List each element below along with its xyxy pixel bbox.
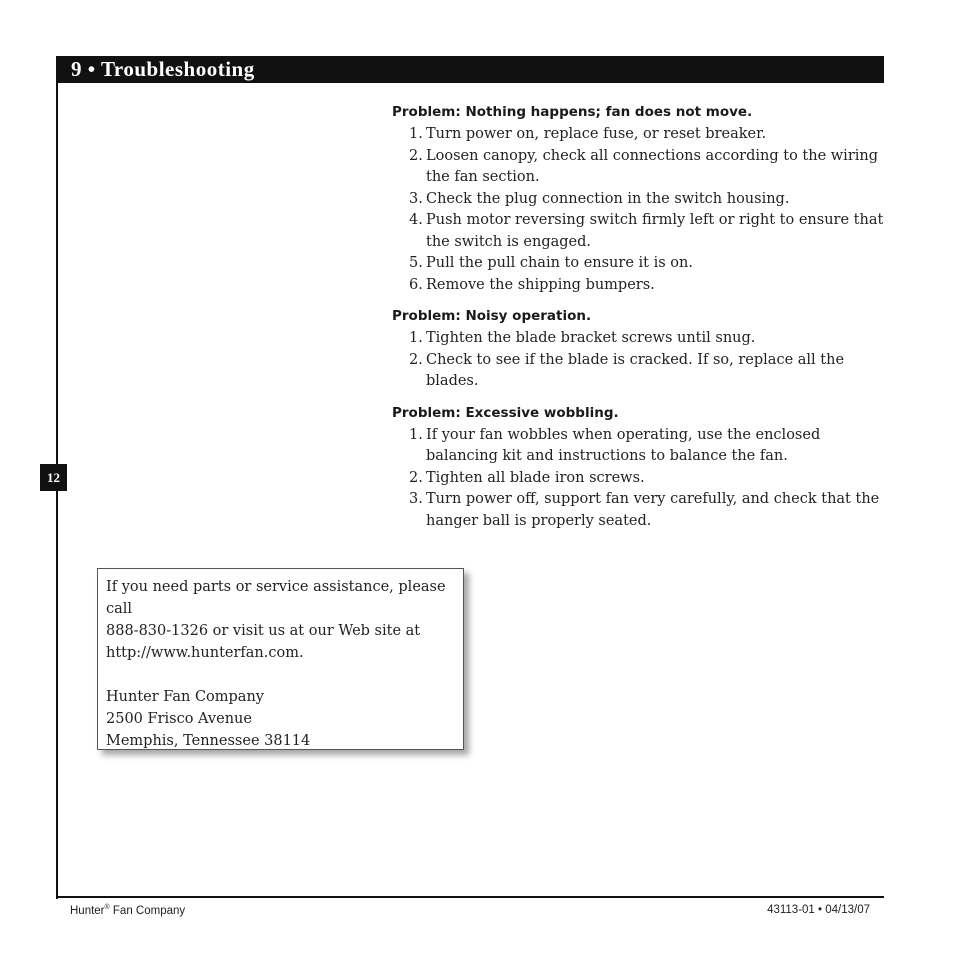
step-text: Check to see if the blade is cracked. If so, replace all the blades. bbox=[426, 351, 845, 389]
website-link[interactable]: http://www.hunterfan.com. bbox=[106, 645, 304, 661]
step-text: Turn power on, replace fuse, or reset breaker. bbox=[426, 126, 767, 142]
page-number-tab: 12 bbox=[40, 464, 67, 491]
step-text: Pull the pull chain to ensure it is on. bbox=[426, 255, 693, 271]
list-item bbox=[392, 468, 892, 490]
list-item bbox=[392, 253, 892, 275]
problem-block-excessive-wobbling bbox=[392, 403, 892, 533]
list-item bbox=[392, 328, 892, 350]
contact-line: If you need parts or service assistance, please call bbox=[106, 579, 446, 617]
step-number: 6. bbox=[409, 276, 423, 293]
registered-mark: ® bbox=[104, 904, 110, 911]
step-number: 2. bbox=[409, 147, 423, 164]
troubleshooting-content bbox=[392, 102, 892, 542]
section-title: 9 • Troubleshooting bbox=[71, 57, 255, 81]
problem-block-noisy-operation bbox=[392, 306, 892, 393]
spacer bbox=[106, 664, 455, 686]
step-number: 3. bbox=[409, 190, 423, 207]
list-item bbox=[392, 489, 892, 532]
list-item bbox=[392, 350, 892, 393]
step-text: Remove the shipping bumpers. bbox=[426, 276, 655, 293]
bottom-border-rule bbox=[56, 896, 884, 898]
footer-company bbox=[70, 904, 185, 917]
step-text: Tighten all blade iron screws. bbox=[426, 469, 645, 486]
list-item bbox=[392, 146, 892, 189]
step-text: Turn power off, support fan very carefully, and check that the hanger ball is properly seated. bbox=[426, 491, 880, 529]
step-number: 4. bbox=[409, 212, 423, 228]
company-name: Hunter Fan Company bbox=[106, 689, 264, 705]
step-number: 1. bbox=[409, 426, 423, 443]
street-address: 2500 Frisco Avenue bbox=[106, 711, 252, 727]
footer-doc-code: 43113-01 • 04/13/07 bbox=[767, 904, 870, 916]
step-text: If your fan wobbles when operating, use the enclosed balancing kit and instructions to balance the fan. bbox=[426, 426, 821, 464]
step-text: Tighten the blade bracket screws until snug. bbox=[426, 330, 756, 346]
step-list bbox=[392, 124, 892, 296]
step-list bbox=[392, 425, 892, 533]
list-item bbox=[392, 275, 892, 297]
footer-brand: Hunter bbox=[70, 904, 105, 917]
problem-title: Problem: Excessive wobbling. bbox=[392, 404, 619, 421]
step-text: Push motor reversing switch firmly left or right to ensure that the switch is engaged. bbox=[426, 212, 884, 250]
step-number: 1. bbox=[409, 330, 423, 346]
service-contact-box bbox=[97, 568, 464, 750]
step-number: 3. bbox=[409, 491, 423, 507]
problem-title: Problem: Nothing happens; fan does not move. bbox=[392, 104, 753, 120]
footer-company-suffix: Fan Company bbox=[109, 904, 186, 917]
list-item bbox=[392, 189, 892, 211]
problem-block-no-movement bbox=[392, 102, 892, 296]
step-list bbox=[392, 328, 892, 393]
step-number: 5. bbox=[409, 255, 423, 271]
step-text: Check the plug connection in the switch housing. bbox=[426, 190, 790, 207]
step-text: Loosen canopy, check all connections according to the wiring the fan section. bbox=[426, 147, 879, 185]
city-address: Memphis, Tennessee 38114 bbox=[106, 733, 311, 749]
step-number: 2. bbox=[409, 469, 423, 486]
step-number: 1. bbox=[409, 126, 423, 142]
list-item bbox=[392, 210, 892, 253]
step-number: 2. bbox=[409, 351, 423, 368]
contact-line: 888-830-1326 or visit us at our Web site at bbox=[106, 623, 421, 639]
list-item bbox=[392, 124, 892, 146]
section-header-bar bbox=[57, 56, 884, 83]
problem-title: Problem: Noisy operation. bbox=[392, 308, 592, 324]
list-item bbox=[392, 425, 892, 468]
